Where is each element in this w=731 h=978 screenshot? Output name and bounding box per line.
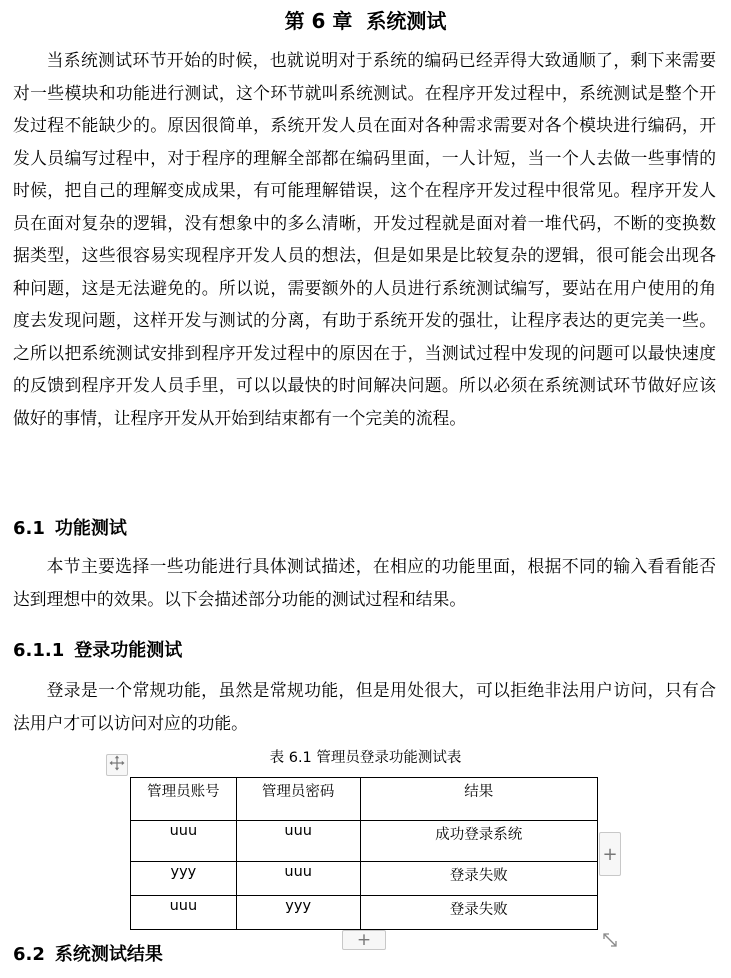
table-move-handle[interactable] (106, 754, 128, 776)
login-test-table (130, 777, 598, 930)
add-row-button[interactable] (342, 930, 386, 950)
section-number: 6.1.1 (13, 640, 65, 661)
section-title: 登录功能测试 (74, 640, 183, 661)
table-row (131, 821, 598, 862)
table-cell[interactable]: uuu (236, 821, 360, 862)
section-heading-6-2 (13, 941, 163, 969)
plus-icon: + (602, 843, 618, 865)
header-cell[interactable]: 结果 (360, 778, 597, 821)
section-number: 6.2 (13, 944, 45, 965)
table-cell[interactable]: uuu (236, 862, 360, 896)
section-number: 6.1 (13, 518, 45, 539)
section-heading-6-1-1 (13, 637, 182, 665)
section-heading-6-1 (13, 515, 127, 543)
section-6-1-1-paragraph[interactable]: 登录是一个常规功能，虽然是常规功能，但是用处很大，可以拒绝非法用户访问，只有合法用户才可以访问对应的功能。 (13, 680, 716, 733)
table-header-row (131, 778, 598, 821)
table-row (131, 896, 598, 930)
section-6-1-paragraph[interactable]: 本节主要选择一些功能进行具体测试描述，在相应的功能里面，根据不同的输入看看能否达到理想中的效果。以下会描述部分功能的测试过程和结果。 (13, 556, 716, 609)
table-row (131, 862, 598, 896)
header-cell[interactable]: 管理员账号 (131, 778, 237, 821)
section-title: 功能测试 (54, 518, 127, 539)
add-column-button[interactable] (599, 832, 621, 876)
table-cell[interactable]: yyy (236, 896, 360, 930)
section-title: 系统测试结果 (54, 944, 163, 965)
table-cell[interactable]: uuu (131, 896, 237, 930)
move-icon (109, 755, 125, 775)
resize-icon (601, 931, 619, 953)
table-cell[interactable]: yyy (131, 862, 237, 896)
table-cell[interactable]: 成功登录系统 (360, 821, 597, 862)
table-cell[interactable]: 登录失败 (360, 862, 597, 896)
chapter-number: 第 6 章 (284, 9, 353, 33)
table-caption: 表 6.1 管理员登录功能测试表 (269, 750, 462, 766)
plus-icon: + (356, 930, 372, 950)
chapter-name: 系统测试 (366, 9, 447, 33)
intro-paragraph[interactable]: 当系统测试环节开始的时候，也就说明对于系统的编码已经弄得大致通顺了，剩下来需要对一些模块和功能进行测试，这个环节就叫系统测试。在程序开发过程中，系统测试是整个开发过程不能缺少的。原因很简单，系统开发人员在面对各种需求需要对各个模块进行编码，开发人员编写过程中，对于程序的理解全部都在编码里面，一人计短，当一个人去做一些事情的时候，把自己的理解变成成果，有可能理解错误，这个在程序开发过程中很常见。程序开发人员在面对复杂的逻辑，没有想象中的多么清晰，开发过程就是面对着一堆代码，不断的变换数据类型，这些很容易实现程序开发人员的想法，但是如果是比较复杂的逻辑，很可能会出现各种问题，这是无法避免的。所以说，需要额外的人员进行系统测试编写，要站在用户使用的角度去发现问题，这样开发与测试的分离，有助于系统开发的强壮，让程序表达的更完美一些。之所以把系统测试安排到程序开发过程中的原因在于，当测试过程中发现的问题可以最快速度的反馈到程序开发人员手里，可以以最快的时间解决问题。所以必须在系统测试环节做好应该做好的事情，让程序开发从开始到结束都有一个完美的流程。 (13, 50, 716, 428)
table-resize-handle[interactable] (598, 930, 622, 954)
table-cell[interactable]: uuu (131, 821, 237, 862)
chapter-title (0, 6, 731, 36)
header-cell[interactable]: 管理员密码 (236, 778, 360, 821)
table-cell[interactable]: 登录失败 (360, 896, 597, 930)
